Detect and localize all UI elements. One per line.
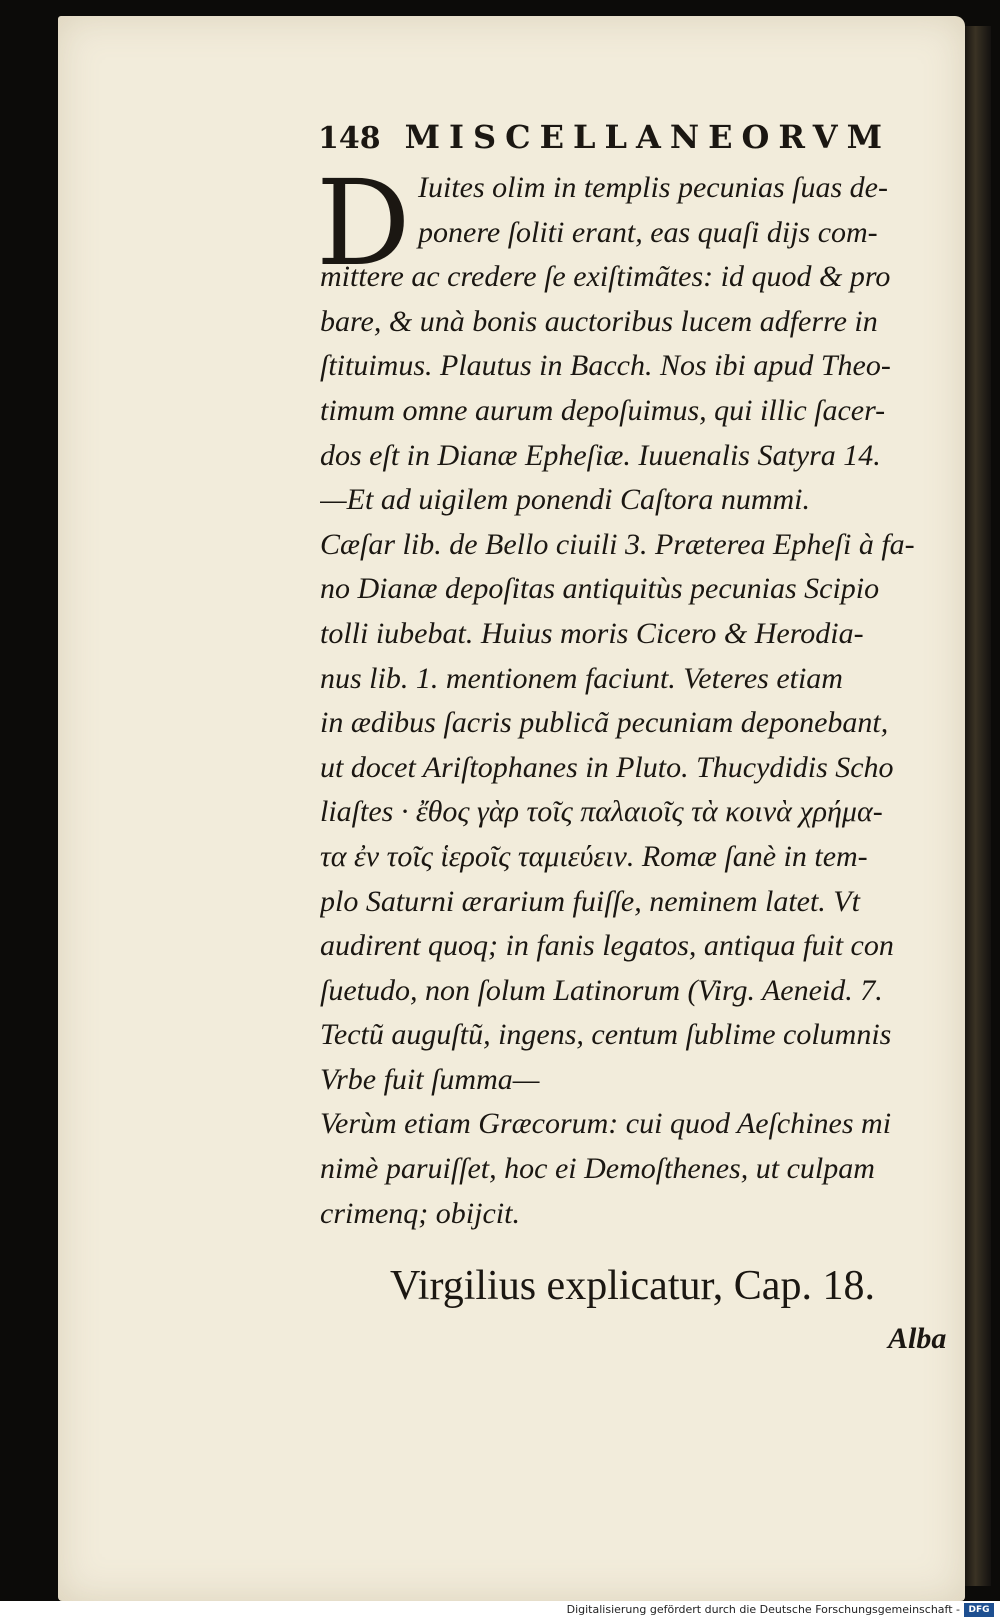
drop-cap: D (316, 154, 411, 292)
chapter-heading: Virgilius explicatur, Cap. 18. (390, 1263, 875, 1309)
text-line: audirent quoq; in fanis legatos, antiqua fuit con (320, 929, 894, 963)
digitization-credit: Digitalisierung gefördert durch die Deutsche Forschungsgemeinschaft - (566, 1603, 960, 1616)
text-line: dos eſt in Dianæ Epheſiæ. Iuuenalis Satyra 14. (320, 438, 881, 472)
running-head: MISCELLANEORVM (404, 118, 892, 156)
catchword: Alba (888, 1322, 947, 1355)
text-line: tolli iubebat. Huius moris Cicero & Herodia- (320, 616, 864, 650)
text-line: ponere ſoliti erant, eas quaſi dijs com- (418, 215, 878, 249)
text-line: nus lib. 1. mentionem faciunt. Veteres etiam (320, 661, 843, 695)
text-line: nimè paruiſſet, hoc ei Demoſthenes, ut culpam (320, 1152, 875, 1186)
page-number: 148 (318, 121, 381, 156)
text-line: Vrbe fuit ſumma— (320, 1062, 540, 1096)
text-line: liaſtes · ἔθος γὰρ τοῖς παλαιοῖς τὰ κοινὰ χρήμα- (320, 795, 883, 829)
text-line: timum omne aurum depoſuimus, qui illic ſacer- (320, 393, 886, 427)
text-line: ſuetudo, non ſolum Latinorum (Virg. Aeneid. 7. (320, 973, 883, 1007)
text-line: —Et ad uigilem ponendi Caſtora nummi. (320, 483, 810, 517)
text-line: no Dianæ depoſitas antiquitùs pecunias Scipio (320, 572, 880, 606)
text-line: Cæſar lib. de Bello ciuili 3. Præterea Epheſi à fa- (320, 527, 915, 561)
text-line: τα ἐν τοῖς ἱεροῖς ταμιεύειν. Romæ ſanè in tem- (320, 839, 868, 873)
dfg-logo: DFG (964, 1603, 994, 1617)
text-line: ſtituimus. Plautus in Bacch. Nos ibi apud Theo- (320, 349, 891, 383)
text-line: plo Saturni ærarium fuiſſe, neminem latet. Vt (320, 884, 860, 918)
text-line: in ædibus ſacris publicã pecuniam deponebant, (320, 706, 889, 740)
body-text (320, 166, 935, 1236)
text-line: bare, & unà bonis auctoribus lucem adferre in (320, 304, 878, 338)
text-line: Iuites olim in templis pecunias ſuas de- (418, 171, 888, 204)
text-line: ut docet Ariſtophanes in Pluto. Thucydidis Scho (320, 750, 894, 784)
page-header (318, 118, 930, 158)
text-line: mittere ac credere ſe exiſtimãtes: id quod & pro (320, 260, 891, 294)
text-line: crimenq; obijcit. (320, 1196, 520, 1230)
text-line: Verùm etiam Græcorum: cui quod Aeſchines mi (320, 1107, 892, 1141)
text-line: Tectũ auguſtũ, ingens, centum ſublime columnis (320, 1018, 892, 1052)
page-gutter (965, 26, 991, 1586)
